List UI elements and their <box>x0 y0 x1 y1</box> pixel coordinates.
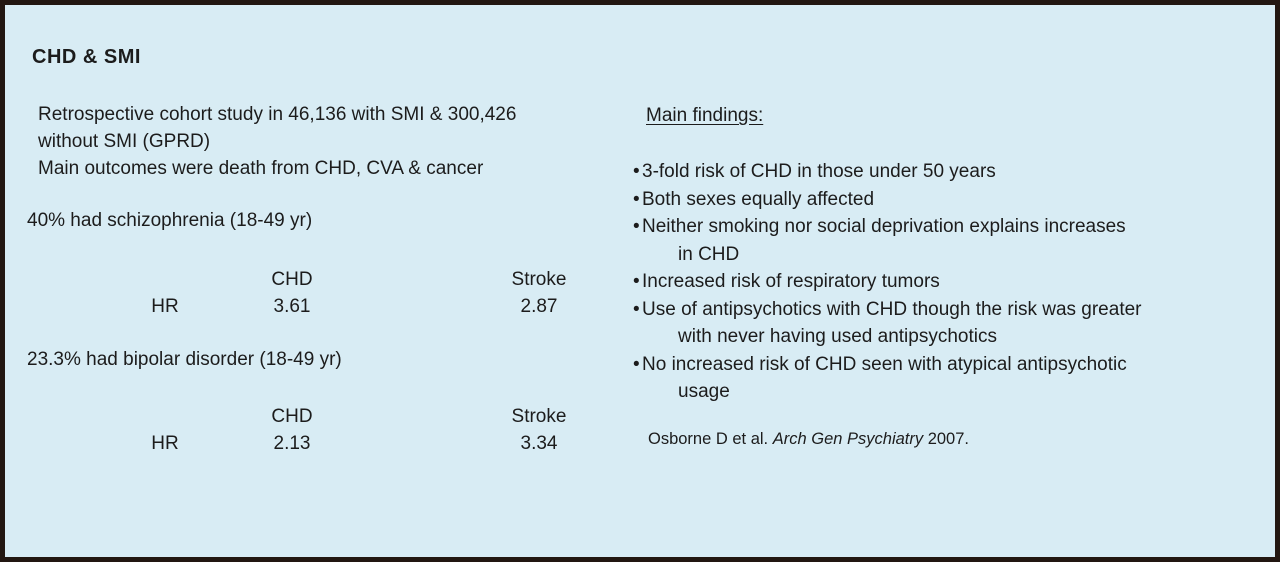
finding-text: usage <box>678 381 730 402</box>
finding-text: 3-fold risk of CHD in those under 50 years <box>642 161 996 182</box>
finding-text: No increased risk of CHD seen with atypical antipsychotic <box>642 353 1127 375</box>
finding-item <box>633 268 1273 296</box>
bullet-icon: • <box>633 216 640 237</box>
hr-value-stroke: 2.87 <box>520 296 558 317</box>
citation-journal: Arch Gen Psychiatry <box>772 430 924 448</box>
bipolar-hr-table <box>5 403 625 459</box>
finding-text: Both sexes equally affected <box>642 188 875 210</box>
schizophrenia-label: 40% had schizophrenia (18-49 yr) <box>27 210 313 231</box>
bullet-icon: • <box>633 188 640 210</box>
finding-text: Neither smoking nor social deprivation explains increases <box>642 216 1126 237</box>
finding-text: Use of antipsychotics with CHD though the risk was greater <box>642 298 1142 320</box>
column-header-stroke: Stroke <box>511 269 567 290</box>
finding-item <box>633 158 1273 186</box>
main-findings-heading: Main findings: <box>646 105 764 126</box>
column-header-chd: CHD <box>271 269 313 290</box>
row-label-hr: HR <box>151 433 179 454</box>
column-header-stroke: Stroke <box>511 406 567 427</box>
bullet-icon: • <box>633 271 640 292</box>
citation-year: 2007. <box>923 430 969 448</box>
study-line: Main outcomes were death from CHD, CVA & cancer <box>38 158 484 179</box>
finding-item <box>633 213 1273 268</box>
finding-item <box>633 351 1273 406</box>
bullet-icon: • <box>633 353 640 375</box>
study-description <box>38 101 638 182</box>
page-title: CHD & SMI <box>32 46 141 68</box>
citation <box>648 427 969 451</box>
finding-text: in CHD <box>678 243 740 265</box>
bipolar-label: 23.3% had bipolar disorder (18-49 yr) <box>27 349 342 370</box>
study-line: without SMI (GPRD) <box>38 131 211 152</box>
schizophrenia-hr-table <box>5 266 625 322</box>
finding-item <box>633 296 1273 351</box>
hr-value-stroke: 3.34 <box>520 433 558 454</box>
study-line: Retrospective cohort study in 46,136 with SMI & 300,426 <box>38 104 517 125</box>
finding-item <box>633 186 1273 214</box>
bullet-icon: • <box>633 298 640 320</box>
row-label-hr: HR <box>151 296 179 317</box>
citation-authors: Osborne D et al. <box>648 430 773 448</box>
finding-text: Increased risk of respiratory tumors <box>642 271 940 292</box>
findings-list <box>633 158 1273 406</box>
bullet-icon: • <box>633 161 640 182</box>
hr-value-chd: 2.13 <box>273 433 311 454</box>
finding-text: with never having used antipsychotics <box>678 326 997 347</box>
column-header-chd: CHD <box>271 406 313 427</box>
hr-value-chd: 3.61 <box>273 296 311 317</box>
